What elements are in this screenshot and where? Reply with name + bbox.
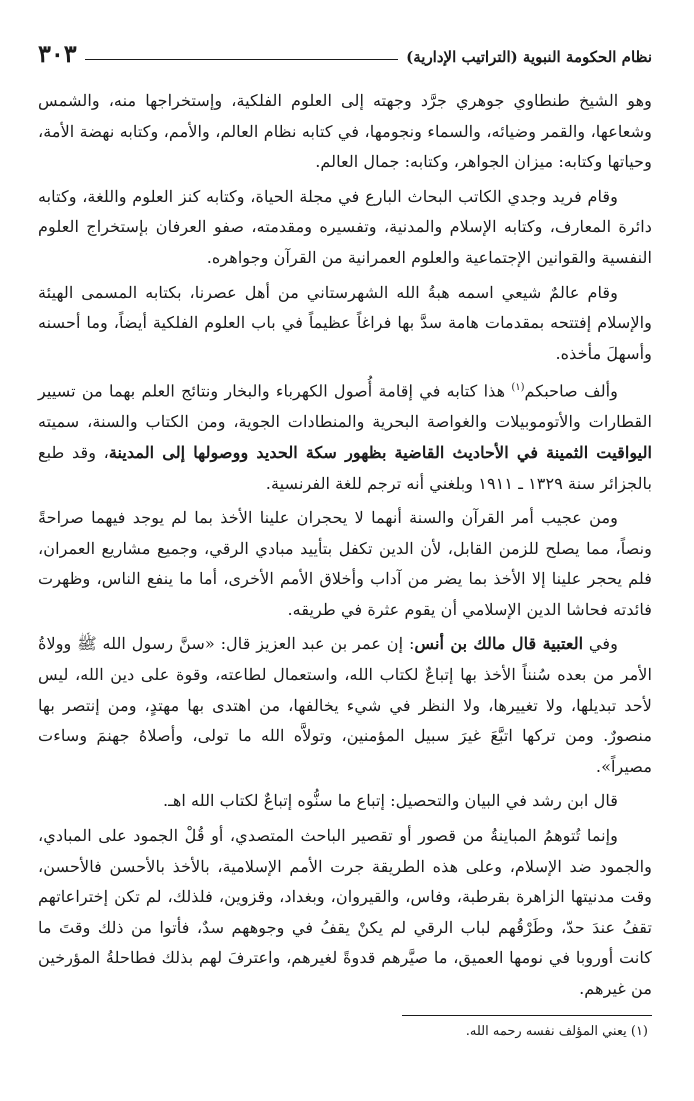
book-title: اليواقيت الثمينة في الأحاديث القاضية بظهور سكة الحديد ووصولها إلى المدينة <box>108 442 652 462</box>
p4-after-bold: ، وقد طبع بالجزائر سنة ١٣٢٩ ـ ١٩١١ وبلغني أنه ترجم للغة الفرنسية. <box>38 442 652 493</box>
body-text <box>38 86 652 1009</box>
running-header <box>38 30 652 66</box>
paragraph-wajdi: وقام فريد وجدي الكاتب البحاث البارع في مجلة الحياة، وكتابه كنز العلوم واللغة، وكتابه دائرة المعارف، وكتابه الإسلام والمدنية، وتفسيره ومقدمته، صفو العرفان بإستخراج العلوم النفسية والقوانين الإجتماعية والعلوم العمرانية من القرآن وجواهره. <box>38 186 652 267</box>
p4-before-sup: وألف صاحبكم <box>524 381 618 401</box>
footnote-rule <box>402 1015 652 1016</box>
p6-prefix: وفي <box>583 634 618 654</box>
header-rule <box>85 59 398 60</box>
paragraph-author-book <box>38 373 652 499</box>
footnote-marker: (١) <box>511 382 525 394</box>
header-title: نظام الحكومة النبوية (التراتيب الإدارية) <box>406 48 652 66</box>
p6-bold: العتبية قال مالك بن أنس <box>414 634 584 654</box>
paragraph-utbiyya <box>38 629 652 782</box>
paragraph-tantawi: وهو الشيخ طنطاوي جوهري جرَّد وجهته إلى العلوم الفلكية، وإستخراجها منه، والشمس وشعاعها، والقمر وضيائه، والسماء ونجومها، في كتابه نظام العالم، والأمم، وكتابه نهضة الأمة، وحياتها وكتابه: ميزان الجواهر، وكتابه: جمال العالم. <box>38 91 652 172</box>
p4-after-sup: هذا كتابه في إقامة أُصول الكهرباء والبخار ونتائج العلم بهما من تسيير القطارات والأتوموبيلات والغواصة البحرية والمنطادات الجوية، ومن الكتاب والسنة، سميته <box>38 381 652 432</box>
paragraph-conclusion: وإنما تُتوهمُ المباينةُ من قصور أو تقصير الباحث المتصدي، أو قُلْ الجمود على المبادي، والجمود ضد الإسلام، وعلى هذه الطريقة جرت الأمم الإسلامية، بالأخذ بالأحسن فالأحسن، وقت مدنيتها الزاهرة بقرطبة، وفاس، والقيروان، وبغداد، وقزوين، فلذلك، لم تكن إختراعاتهم تقفُ عندَ حدّ، وطَرْقُهم لباب الرقي لم يكنْ يقفُ في وجوههم سدٌ، فأتوا من ذلك وقتَ ما كانت أوروبا في نومها العميق، ما صيَّرهم قدوةً لغيرهم، واعترفَ لهم بذلك فطاحلةُ المؤرخين من غيرهم. <box>38 826 652 999</box>
page-number: ٣٠٣ <box>38 39 77 68</box>
p6-rest: : إن عمر بن عبد العزيز قال: «سنَّ رسول الله ﷺ وولاةُ الأمر من بعده سُنناً الأخذ بها إتباعٌ لكتاب الله، واستعمال لطاعته، وقوة على دين الله، ليس لأحد تبديلها، ولا تغييرها، ولا النظر في شيء يخالفها، من اهتدى بها مهتدٍ، ومن إنتصر بها منصورٌ. ومن تركها اتبَّعَ غيرَ سبيل المؤمنين، وتولاَّه الله ما تولى، وأصلاهُ جهنمَ وساءت مصيراً». <box>38 634 652 776</box>
paragraph-ibn-rushd: قال ابن رشد في البيان والتحصيل: إتباع ما سنُّوه إتباعٌ لكتاب الله اهـ. <box>162 791 618 811</box>
paragraph-shahrastani: وقام عالمٌ شيعي اسمه هبةُ الله الشهرستاني من أهل عصرنا، بكتابه المسمى الهيئة والإسلام إفتتحه بمقدمات هامة سدَّ بها فراغاً عظيماً في باب العلوم الفلكية أيضاً، وما أحسنه وأسهلَ مأخذه. <box>38 282 652 363</box>
footnote: (١) يعني المؤلف نفسه رحمه الله. <box>465 1024 648 1039</box>
paragraph-quran-sunnah: ومن عجيب أمر القرآن والسنة أنهما لا يحجران علينا الأخذ بما لم يوجد فيهما صراحةً ونصاً، مما يصلح للزمن القابل، لأن الدين تكفل بتأييد مبادي الرقي، وجميع مشاريع العمران، فلم يحجر علينا إلا الأخذ بما يضر من آداب وأخلاق الأمم الأخرى، أما ما ينفع الناس، وظهرت فائدته فحاشا الدين الإسلامي أن يقوم عثرة في طريقه. <box>38 508 652 619</box>
